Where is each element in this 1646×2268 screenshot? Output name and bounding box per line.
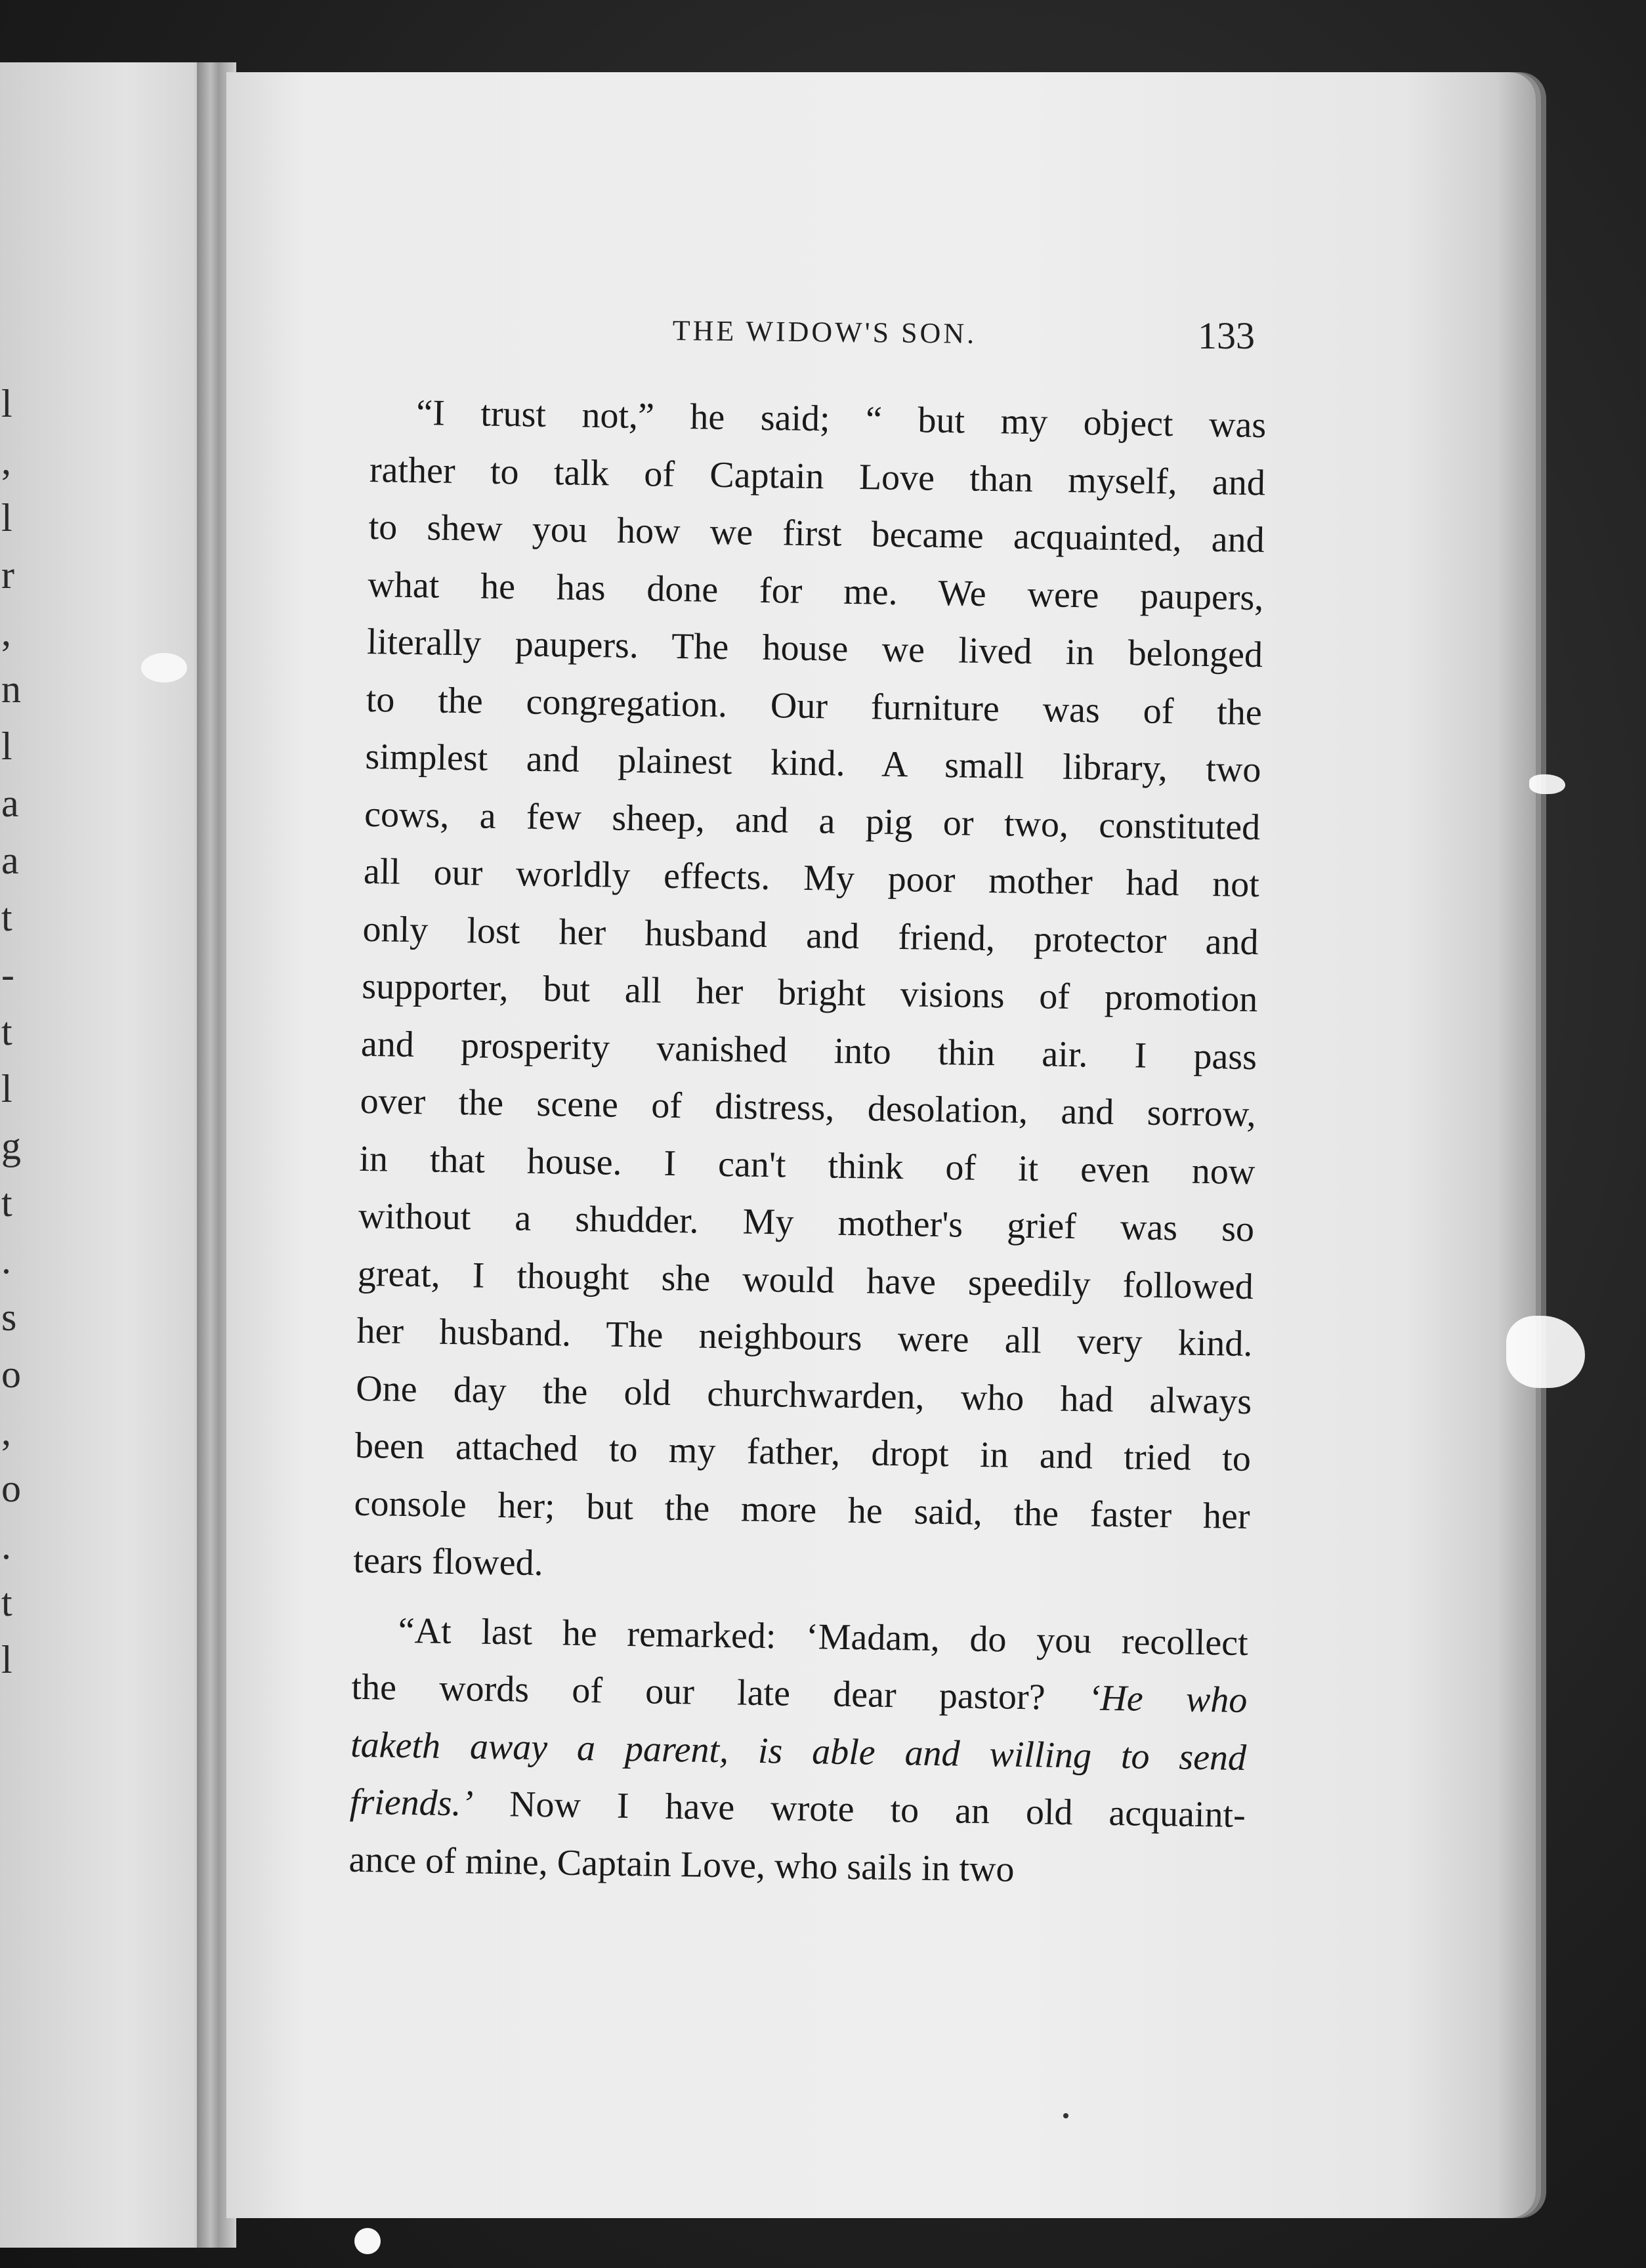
- text-segment: simplest and plainest kind. A small library, two: [365, 736, 1261, 791]
- text-segment: supporter, but all her bright visions of promotion: [361, 965, 1258, 1020]
- left-page-margin-character: ,: [1, 610, 11, 654]
- left-page-margin-character: s: [1, 1295, 17, 1339]
- left-page-margin-character: a: [1, 782, 19, 825]
- left-page-margin-character: l: [1, 382, 12, 425]
- text-segment: her husband. The neighbours were all very kind.: [356, 1310, 1253, 1365]
- running-head: THE WIDOW'S SON.: [672, 314, 977, 350]
- left-page-margin-character: t: [1, 1181, 12, 1225]
- left-page-margin-character: ,: [1, 439, 11, 482]
- text-segment: been attached to my father, dropt in and tried to: [354, 1425, 1252, 1480]
- italic-text: taketh away a parent, is able and willing to send: [350, 1724, 1247, 1778]
- text-segment: to shew you how we first became acquainted, and: [368, 506, 1265, 561]
- italic-text: friends.’: [349, 1781, 474, 1824]
- text-segment: all our worldly effects. My poor mother had not: [363, 850, 1260, 906]
- left-page-edge: [0, 62, 210, 2248]
- left-page-margin-character: o: [1, 1467, 21, 1510]
- text-segment: rather to talk of Captain Love than myself, and: [369, 449, 1266, 503]
- left-page-margin-character: l: [1, 1638, 12, 1681]
- left-page-margin-character: o: [1, 1353, 21, 1396]
- body-text: [348, 384, 1267, 1902]
- left-page-margin-character: ,: [1, 1410, 11, 1453]
- left-page-margin-character: t: [1, 1581, 12, 1624]
- left-page-margin-character: .: [1, 1238, 11, 1282]
- left-page-margin-character: a: [1, 839, 19, 882]
- italic-text: ‘He who: [1087, 1677, 1248, 1721]
- text-segment: “I trust not,” he said; “ but my object was: [415, 392, 1267, 446]
- text-segment: “At last he remarked: ‘Madam, do you recollect: [398, 1610, 1249, 1664]
- left-page-margin-character: r: [1, 553, 14, 597]
- left-page-margin-character: t: [1, 1010, 12, 1053]
- page-number: 133: [1198, 314, 1255, 357]
- text-segment: great, I thought she would have speedily followed: [357, 1253, 1254, 1307]
- left-page-margin-character: -: [1, 953, 14, 996]
- text-segment: what he has done for me. We were paupers,: [368, 564, 1264, 618]
- text-segment: in that house. I can't think of it even now: [359, 1138, 1256, 1192]
- text-segment: One day the old churchwarden, who had always: [355, 1368, 1252, 1422]
- paper-damage-mark: [1529, 774, 1565, 794]
- text-segment: over the scene of distress, desolation, and sorrow,: [360, 1080, 1257, 1135]
- left-page-margin-character: l: [1, 496, 12, 539]
- text-segment: the words of our late dear pastor?: [351, 1666, 1089, 1719]
- dust-speck: [1063, 2113, 1068, 2118]
- text-segment: cows, a few sheep, and a pig or two, constituted: [364, 793, 1261, 848]
- text-segment: literally paupers. The house we lived in belonged: [366, 621, 1263, 676]
- left-page-margin-character: g: [1, 1124, 21, 1167]
- text-segment: ance of mine, Captain Love, who sails in two: [348, 1839, 1015, 1890]
- text-segment: tears flowed.: [352, 1540, 544, 1584]
- text-segment: console her; but the more he said, the faster her: [354, 1482, 1251, 1537]
- left-page-margin-character: .: [1, 1524, 11, 1567]
- text-segment: Now I have wrote to an old acquaint-: [473, 1783, 1246, 1836]
- dust-speck: [141, 653, 187, 682]
- left-page-margin-characters: [0, 62, 26, 2248]
- left-page-margin-character: n: [1, 667, 21, 711]
- text-segment: to the congregation. Our furniture was of the: [366, 679, 1263, 733]
- text-segment: without a shudder. My mother's grief was so: [358, 1195, 1255, 1250]
- left-page-margin-character: t: [1, 896, 12, 939]
- text-segment: and prosperity vanished into thin air. I pass: [360, 1023, 1257, 1078]
- dust-speck: [354, 2228, 381, 2254]
- text-segment: only lost her husband and friend, protector and: [362, 908, 1259, 963]
- left-page-margin-character: l: [1, 1067, 12, 1110]
- left-page-margin-character: l: [1, 724, 12, 768]
